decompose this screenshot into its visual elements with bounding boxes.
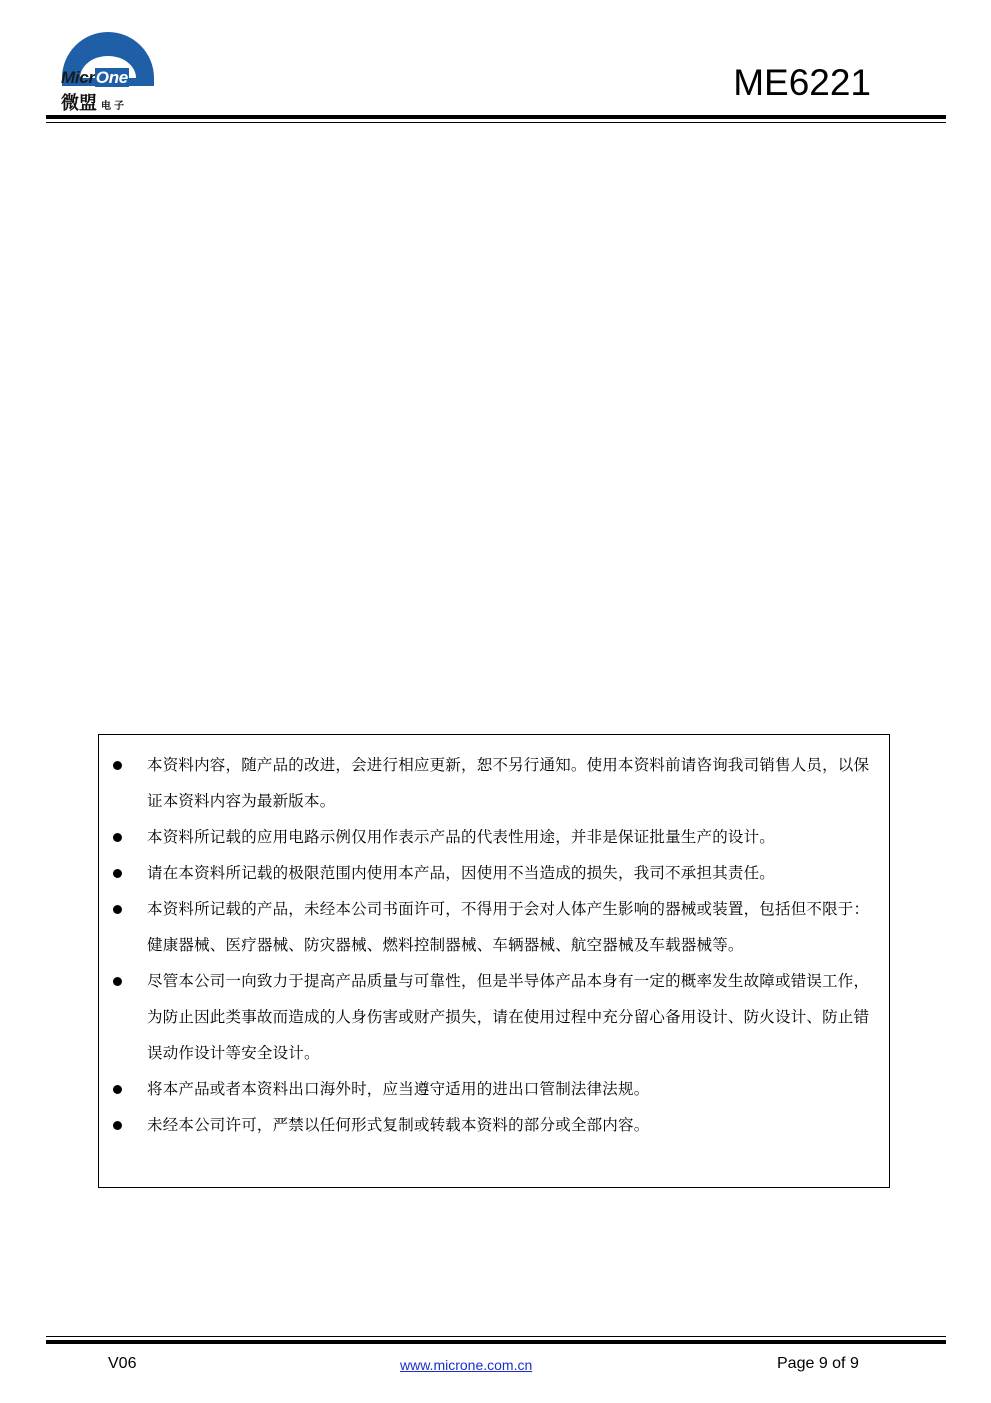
disclaimer-text: 请在本资料所记载的极限范围内使用本产品，因使用不当造成的损失，我司不承担其责任。 <box>147 864 776 882</box>
disclaimer-item <box>99 1107 881 1143</box>
logo-chinese: 微盟 电子 <box>61 93 127 114</box>
disclaimer-item <box>99 819 881 855</box>
header-rule-thin <box>46 122 946 123</box>
disclaimer-item <box>99 891 881 963</box>
disclaimer-list <box>99 735 889 1143</box>
footer-rule-thick <box>46 1340 946 1344</box>
page-number: Page 9 of 9 <box>777 1355 859 1372</box>
disclaimer-item <box>99 1071 881 1107</box>
bullet-icon <box>113 869 122 878</box>
footer-rule-thin <box>46 1336 946 1337</box>
disclaimer-text: 本资料所记载的应用电路示例仅用作表示产品的代表性用途，并非是保证批量生产的设计。 <box>147 828 776 846</box>
disclaimer-box <box>98 734 890 1188</box>
bullet-icon <box>113 1121 122 1130</box>
disclaimer-item <box>99 855 881 891</box>
bullet-icon <box>113 1085 122 1094</box>
disclaimer-text: 本资料内容，随产品的改进，会进行相应更新，恕不另行通知。使用本资料前请咨询我司销售人员，以保证本资料内容为最新版本。 <box>147 756 870 810</box>
disclaimer-text: 尽管本公司一向致力于提高产品质量与可靠性，但是半导体产品本身有一定的概率发生故障或错误工作，为防止因此类事故而造成的人身伤害或财产损失，请在使用过程中充分留心备用设计、防火设计、防止错误动作设计等安全设计。 <box>147 972 870 1062</box>
company-logo <box>58 26 158 112</box>
header-rule-thick <box>46 115 946 119</box>
disclaimer-item <box>99 963 881 1071</box>
logo-english: MicrOne <box>61 68 128 87</box>
document-version: V06 <box>108 1355 137 1372</box>
bullet-icon <box>113 833 122 842</box>
bullet-icon <box>113 977 122 986</box>
disclaimer-text: 本资料所记载的产品，未经本公司书面许可，不得用于会对人体产生影响的器械或装置，包括但不限于：健康器械、医疗器械、防灾器械、燃料控制器械、车辆器械、航空器械及车载器械等。 <box>147 900 870 954</box>
disclaimer-item <box>99 747 881 819</box>
bullet-icon <box>113 761 122 770</box>
disclaimer-text: 未经本公司许可，严禁以任何形式复制或转载本资料的部分或全部内容。 <box>147 1116 650 1134</box>
model-number: ME6221 <box>733 62 871 103</box>
website-link[interactable]: www.microne.com.cn <box>400 1357 533 1373</box>
disclaimer-text: 将本产品或者本资料出口海外时，应当遵守适用的进出口管制法律法规。 <box>147 1080 650 1098</box>
bullet-icon <box>113 905 122 914</box>
